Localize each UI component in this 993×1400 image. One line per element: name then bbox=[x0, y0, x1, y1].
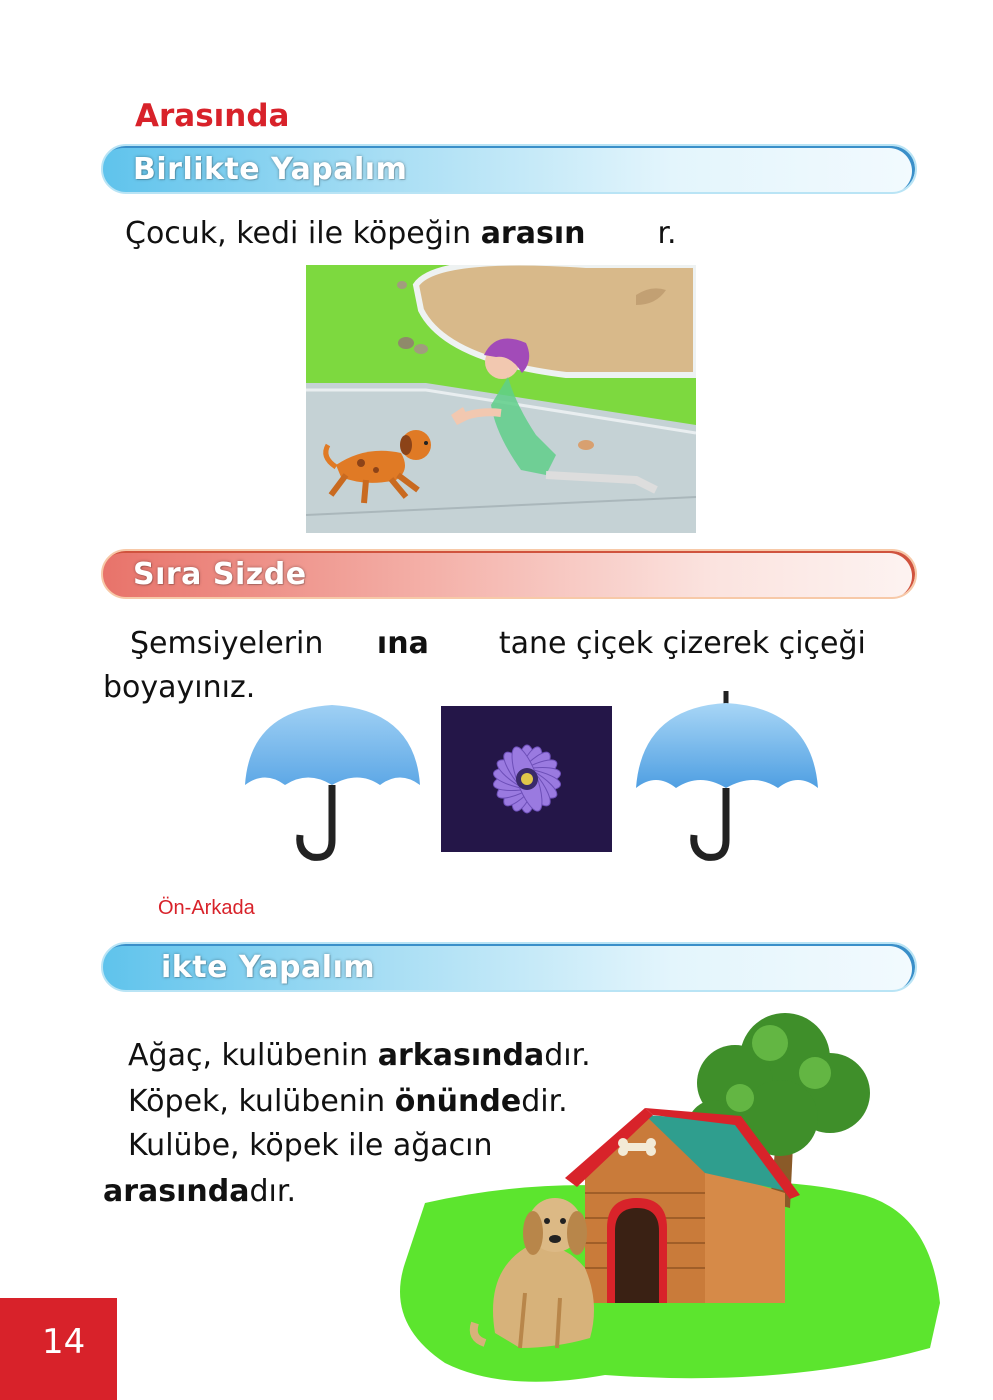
banner-label: ikte Yapalım bbox=[161, 950, 376, 985]
sentence-bold: arasında bbox=[103, 1174, 250, 1209]
sentence-bold: önünde bbox=[394, 1084, 522, 1119]
sentence-line-4 bbox=[103, 1170, 296, 1214]
instruction-line-2: boyayınız. bbox=[103, 670, 256, 705]
page-number-box bbox=[0, 1298, 117, 1400]
sentence-arasinda bbox=[125, 212, 677, 256]
sentence-text: Köpek, kulübenin bbox=[128, 1084, 395, 1119]
illustration-doghouse bbox=[385, 1003, 945, 1393]
banner-label: Sıra Sizde bbox=[133, 557, 307, 592]
park-scene-image bbox=[306, 265, 696, 533]
section-title-on-arkada: Ön-Arkada bbox=[158, 897, 255, 919]
sentence-text-end: dir. bbox=[521, 1084, 568, 1119]
umbrella-icon bbox=[240, 700, 425, 865]
banner-birlikte-yapalim bbox=[101, 144, 917, 194]
sentence-text: Ağaç, kulübenin bbox=[128, 1038, 378, 1073]
umbrella-icon bbox=[632, 688, 822, 865]
sentence-line-3: Kulübe, köpek ile ağacın bbox=[128, 1128, 493, 1163]
instruction-line-1 bbox=[130, 622, 866, 666]
instruction-text: Şemsiyelerin bbox=[130, 626, 333, 661]
flower-image bbox=[441, 706, 612, 852]
sentence-bold: arkasında bbox=[377, 1038, 545, 1073]
sentence-text-end: r. bbox=[657, 216, 677, 251]
section-title-arasinda: Arasında bbox=[135, 98, 290, 134]
flower-icon bbox=[441, 706, 612, 852]
sentence-text-end: dır. bbox=[544, 1038, 591, 1073]
page-number: 14 bbox=[42, 1322, 86, 1362]
instruction-text-end: tane çiçek çizerek çiçeği bbox=[498, 626, 866, 661]
doghouse-scene-image bbox=[385, 1003, 945, 1393]
umbrella-left bbox=[240, 700, 425, 865]
sentence-bold: arasın bbox=[480, 216, 586, 251]
illustration-child-dog bbox=[306, 265, 696, 533]
sentence-text: Çocuk, kedi ile köpeğin bbox=[125, 216, 481, 251]
banner-sira-sizde bbox=[101, 549, 917, 599]
instruction-bold: ına bbox=[376, 626, 429, 661]
umbrella-right bbox=[632, 688, 822, 865]
sentence-text-end: dır. bbox=[249, 1174, 296, 1209]
banner-birlikte-yapalim-2 bbox=[101, 942, 917, 992]
banner-label: Birlikte Yapalım bbox=[133, 152, 408, 187]
